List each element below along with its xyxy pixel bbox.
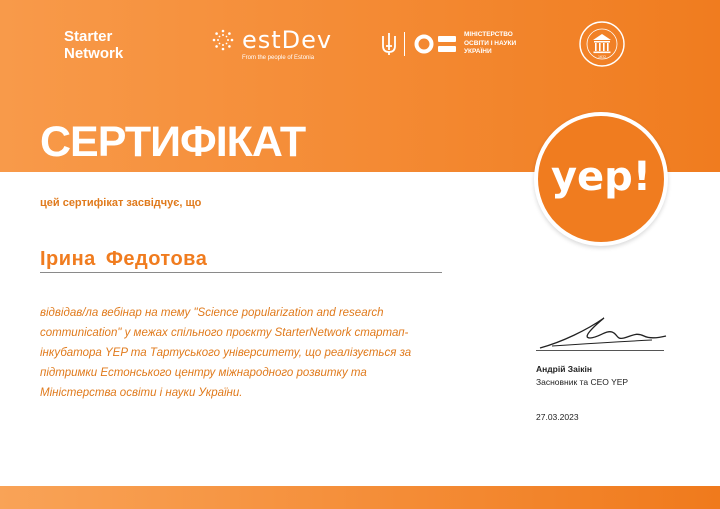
signature-line [536,350,664,351]
starter-network-logo [64,28,123,62]
signature-icon [532,308,672,354]
starter-logo-line2: Network [64,45,124,62]
certificate-title: СЕРТИФІКАТ [40,118,306,166]
university-seal-icon [578,20,626,68]
signer-name: Андрій Заікін [536,364,592,374]
svg-text:1632: 1632 [597,55,607,59]
certificate-date: 27.03.2023 [536,412,579,422]
estdev-sun-icon [212,29,234,51]
logo-separator [404,32,405,56]
trident-icon [380,32,398,56]
footer-band [0,486,720,509]
ministry-name [464,31,516,57]
ministry-line-3: УКРАЇНИ [464,48,492,55]
estdev-tagline: From the people of Estonia [242,55,315,61]
signer-role: Засновник та CEO YEP [536,377,629,387]
ministry-line-1: МІНІСТЕРСТВО [464,31,513,38]
ministry-line-2: ОСВІТИ І НАУКИ [464,39,517,47]
starter-logo-line1: Starter [64,28,113,45]
yep-badge-text: yep! [550,154,652,200]
certifies-text: цей сертифікат засвідчує, що [40,197,202,209]
estdev-wordmark: estDev [242,26,333,54]
ministry-symbol-icon [414,34,458,54]
recipient-name: Ірина Федотова [40,248,208,270]
name-underline [40,272,442,273]
yep-badge [534,112,668,246]
certificate-body: відвідав/ла вебінар на тему "Science popularization and research communication" у межах спільного проєкту StarterNetwork стартап-інкубатора YEP та Тартуського університету, що реалізується за підтримки Естонського центру міжнародного розвитку та Міністерства освіти і науки України. [40,307,412,399]
